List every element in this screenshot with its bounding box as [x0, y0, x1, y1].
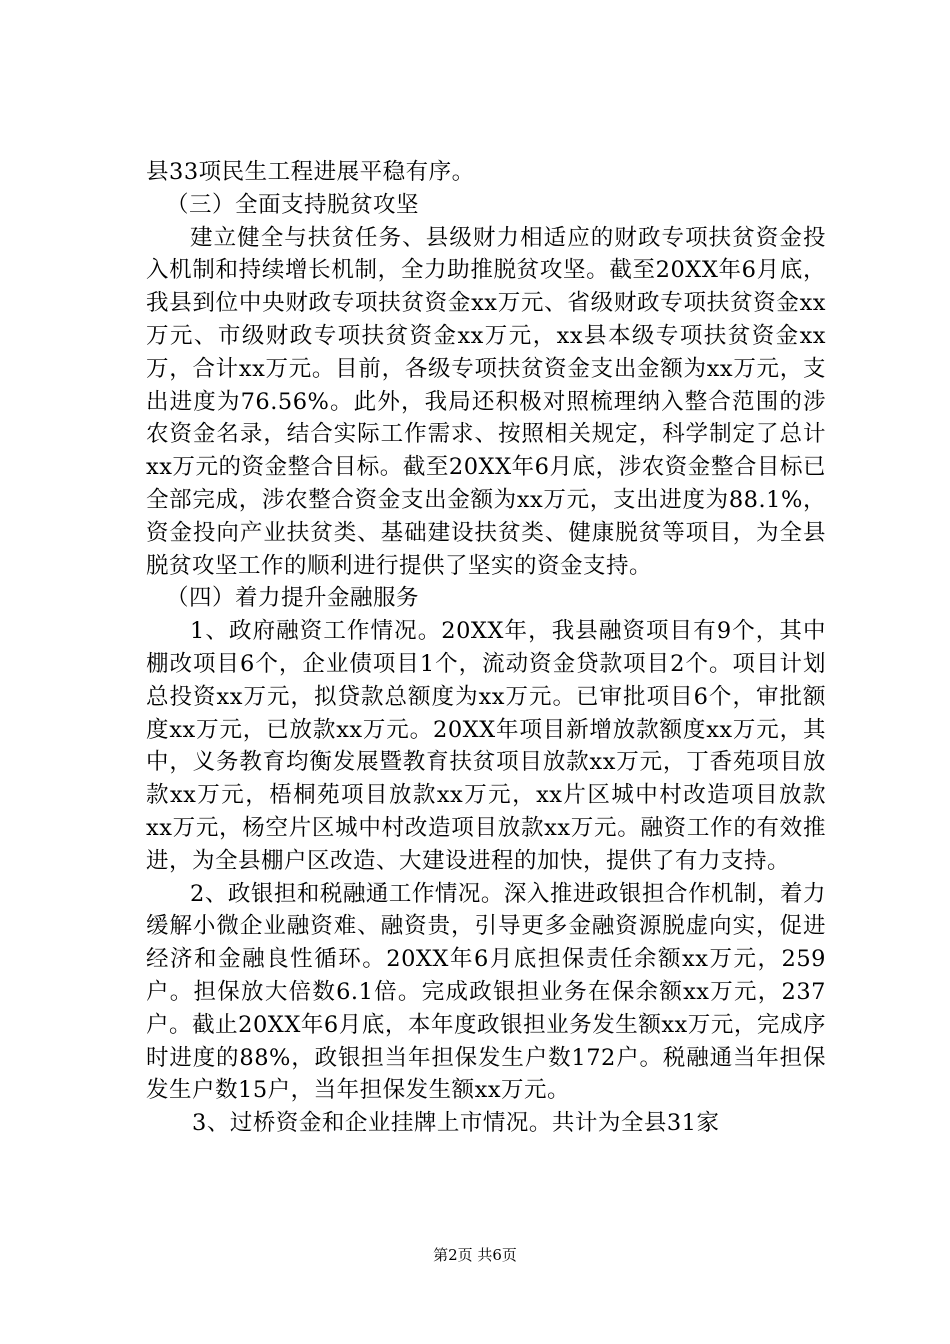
- paragraph-government-financing: 1、政府融资工作情况。20XX年，我县融资项目有9个，其中棚改项目6个，企业债项目1个，流动资金贷款项目2个。项目计划总投资xx万元，拟贷款总额度为xx万元。已审批项目6个，审批额度xx万元，已放款xx万元。20XX年项目新增放款额度xx万元，其中，义务教育均衡发展暨教育扶贫项目放款xx万元，丁香苑项目放款xx万元，梧桐苑项目放款xx万元，xx片区城中村改造项目放款xx万元，杨空片区城中村改造项目放款xx万元。融资工作的有效推进，为全县棚户区改造、大建设进程的加快，提供了有力支持。: [146, 618, 826, 874]
- document-body: [146, 156, 826, 1140]
- paragraph-poverty-funds: 建立健全与扶贫任务、县级财力相适应的财政专项扶贫资金投入机制和持续增长机制，全力助推脱贫攻坚。截至20XX年6月底，我县到位中央财政专项扶贫资金xx万元、省级财政专项扶贫资金xx万元、市级财政专项扶贫资金xx万元，xx县本级专项扶贫资金xx万，合计xx万元。目前，各级专项扶贫资金支出金额为xx万元，支出进度为76.56%。此外，我局还积极对照梳理纳入整合范围的涉农资金名录，结合实际工作需求、按照相关规定，科学制定了总计xx万元的资金整合目标。截至20XX年6月底，涉农资金整合目标已全部完成，涉农整合资金支出金额为xx万元，支出进度为88.1%，资金投向产业扶贫类、基础建设扶贫类、健康脱贫等项目，为全县脱贫攻坚工作的顺利进行提供了坚实的资金支持。: [146, 224, 826, 579]
- paragraph-guarantee-financing: 2、政银担和税融通工作情况。深入推进政银担合作机制，着力缓解小微企业融资难、融资贵，引导更多金融资源脱虚向实，促进经济和金融良性循环。20XX年6月底担保责任余额xx万元，259户。担保放大倍数6.1倍。完成政银担业务在保余额xx万元，237户。截止20XX年6月底，本年度政银担业务发生额xx万元，完成序时进度的88%，政银担当年担保发生户数172户。税融通当年担保发生户数15户，当年担保发生额xx万元。: [146, 880, 826, 1104]
- section-heading-financial-services: （四）着力提升金融服务: [166, 585, 420, 612]
- paragraph-bridge-funds: 3、过桥资金和企业挂牌上市情况。共计为全县31家: [192, 1110, 720, 1137]
- continuation-paragraph: 县33项民生工程进展平稳有序。: [146, 159, 475, 185]
- page-footer: 第2页 共6页: [433, 1246, 517, 1264]
- section-heading-poverty-alleviation: （三）全面支持脱贫攻坚: [166, 191, 420, 218]
